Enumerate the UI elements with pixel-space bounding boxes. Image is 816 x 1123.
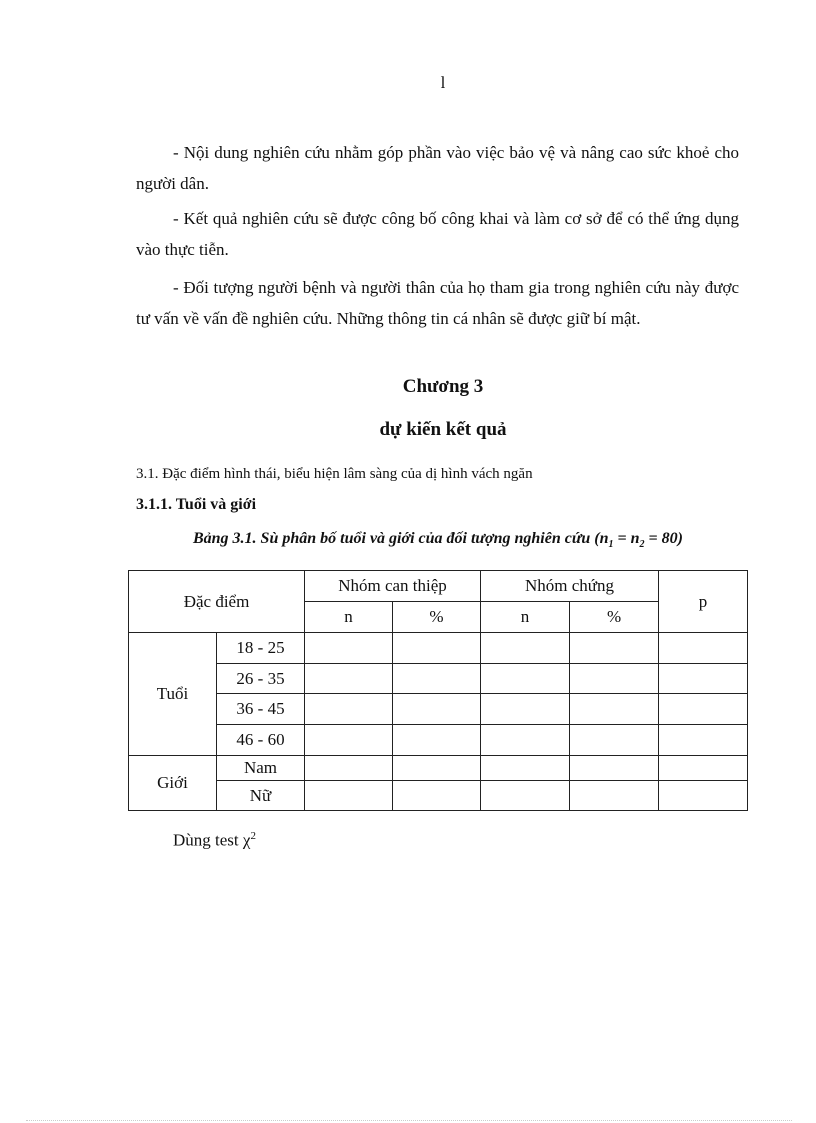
subsection-heading: 3.1.1. Tuổi và giới <box>136 496 257 513</box>
table-cell <box>570 633 659 664</box>
header-intervention-group: Nhóm can thiệp <box>305 571 481 602</box>
header-percent-intervention: % <box>393 602 481 633</box>
table-cell <box>659 725 748 756</box>
table-cell <box>570 664 659 694</box>
table-cell <box>570 756 659 781</box>
table-row <box>129 694 748 725</box>
test-note-text: Dùng test χ <box>173 830 251 850</box>
page-number: l <box>440 73 446 92</box>
table-cell <box>305 781 393 811</box>
table-cell <box>393 633 481 664</box>
header-p: p <box>659 571 748 633</box>
age-group-label: Tuổi <box>129 633 217 756</box>
caption-prefix: Bảng 3.1. Sù phân bố tuổi và giới của đối tượng nghiên cứu (n <box>192 530 609 547</box>
header-percent-control: % <box>570 602 659 633</box>
age-range: 18 - 25 <box>217 633 305 664</box>
table-cell <box>393 664 481 694</box>
age-range: 46 - 60 <box>217 725 305 756</box>
table-cell <box>570 694 659 725</box>
table-cell <box>659 756 748 781</box>
table-row <box>129 781 748 811</box>
table-row <box>129 725 748 756</box>
caption-suffix: = 80) <box>644 530 683 547</box>
table-header-row <box>129 571 748 602</box>
test-note <box>173 830 256 851</box>
table-cell <box>305 756 393 781</box>
header-feature: Đặc điểm <box>129 571 305 633</box>
table-row <box>129 633 748 664</box>
table-cell <box>570 725 659 756</box>
chapter-number: Chương 3 <box>402 376 484 397</box>
table-cell <box>393 694 481 725</box>
table-cell <box>481 664 570 694</box>
test-note-superscript: 2 <box>250 830 256 842</box>
table-row <box>129 756 748 781</box>
caption-sub-1: 1 <box>608 539 614 551</box>
table-row <box>129 664 748 694</box>
table-cell <box>481 725 570 756</box>
table-cell <box>481 756 570 781</box>
sex-value: Nữ <box>217 781 305 811</box>
sex-group-label: Giới <box>129 756 217 811</box>
page-bottom-rule <box>26 1120 792 1121</box>
table-cell <box>393 725 481 756</box>
header-n-intervention: n <box>305 602 393 633</box>
table-cell <box>305 664 393 694</box>
table-cell <box>659 694 748 725</box>
table-cell <box>659 781 748 811</box>
table-cell <box>481 694 570 725</box>
table-cell <box>305 694 393 725</box>
table-cell <box>305 633 393 664</box>
table-cell <box>570 781 659 811</box>
age-range: 36 - 45 <box>217 694 305 725</box>
header-control-group: Nhóm chứng <box>481 571 659 602</box>
table-caption <box>0 530 816 550</box>
age-range: 26 - 35 <box>217 664 305 694</box>
age-sex-table <box>128 570 748 811</box>
paragraph-1: - Nội dung nghiên cứu nhằm góp phần vào việc bảo vệ và nâng cao sức khoẻ cho người dân. <box>136 143 739 193</box>
paragraph-2: - Kết quả nghiên cứu sẽ được công bố công khai và làm cơ sở để có thể ứng dụng vào thực tiễn. <box>136 209 739 259</box>
section-heading: 3.1. Đặc điểm hình thái, biểu hiện lâm sàng của dị hình vách ngăn <box>136 466 533 482</box>
chapter-title: dự kiến kết quả <box>379 419 507 440</box>
table-cell <box>659 664 748 694</box>
sex-value: Nam <box>217 756 305 781</box>
table-cell <box>659 633 748 664</box>
table-cell <box>305 725 393 756</box>
table-cell <box>393 756 481 781</box>
header-n-control: n <box>481 602 570 633</box>
caption-middle: = n <box>613 530 640 547</box>
table-cell <box>481 633 570 664</box>
caption-sub-2: 2 <box>639 539 645 551</box>
table-cell <box>393 781 481 811</box>
table-cell <box>481 781 570 811</box>
paragraph-3: - Đối tượng người bệnh và người thân của họ tham gia trong nghiên cứu này được tư vấn về vấn đề nghiên cứu. Những thông tin cá nhân sẽ được giữ bí mật. <box>136 278 739 328</box>
